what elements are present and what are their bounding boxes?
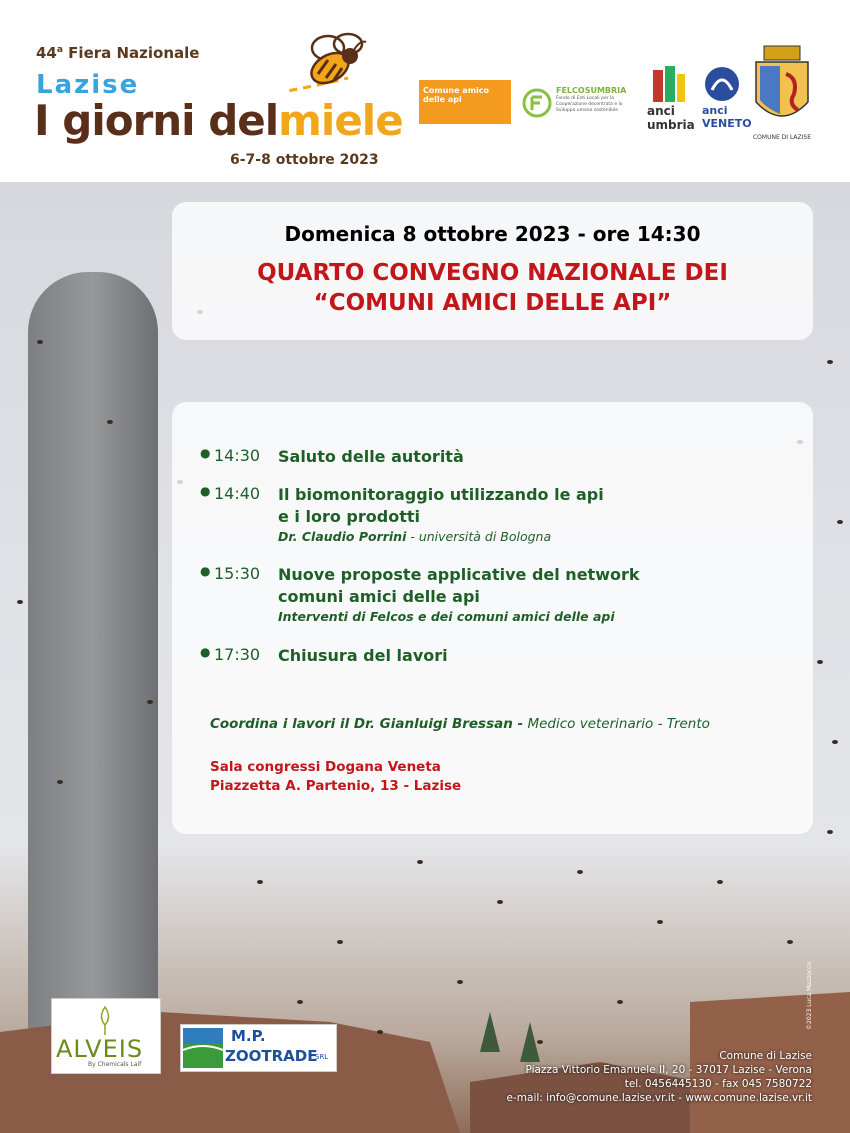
event-header-card bbox=[172, 202, 813, 340]
fiera-label: 44$^a$ Fiera Nazionale bbox=[36, 44, 200, 62]
footer-contact: Comune di Lazise Piazza Vittorio Emanuele II, 20 - 37017 Lazise - Verona tel. 0456445130 - fax 045 7580722 e-mail: info@comune.lazise.vr.it - www.comune.lazise.vr.it bbox=[506, 1050, 812, 1104]
venue-address: Sala congressi Dogana Veneta Piazzetta A. Partenio, 13 - Lazise bbox=[210, 759, 462, 794]
zootrade-logo: M.P. ZOOTRADE SRL bbox=[180, 1024, 337, 1072]
flower-icon bbox=[90, 1003, 120, 1037]
event-date: Domenica 8 ottobre 2023 - ore 14:30 bbox=[284, 222, 701, 246]
bullet-icon: ● bbox=[200, 645, 211, 659]
felcos-icon bbox=[522, 88, 552, 118]
event-title: QUARTO CONVEGNO NAZIONALE DEI “COMUNI AMICI DELLE API” bbox=[257, 260, 728, 316]
festival-title: I giorni delmiele bbox=[34, 96, 403, 145]
bee-icon bbox=[288, 28, 418, 108]
anci-veneto-logo: anci VENETO bbox=[700, 64, 744, 128]
lazise-label: Lazise bbox=[36, 70, 140, 100]
crest-icon bbox=[752, 44, 812, 132]
bullet-icon: ● bbox=[200, 564, 211, 578]
comune-amico-logo: Comune amico delle api bbox=[419, 80, 511, 124]
festival-dates: 6-7-8 ottobre 2023 bbox=[230, 152, 379, 168]
header bbox=[0, 0, 850, 182]
field-icon bbox=[183, 1028, 223, 1068]
anci-umbria-logo: anci umbria bbox=[645, 64, 689, 128]
bullet-icon: ● bbox=[200, 446, 211, 460]
coordination-note: Coordina i lavori il Dr. Gianluigi Bressan - Medico veterinario - Trento bbox=[210, 716, 710, 732]
alveis-logo: ALVEIS By Chemicals Laif bbox=[51, 998, 161, 1074]
bullet-icon: ● bbox=[200, 484, 211, 498]
tower-icon bbox=[645, 64, 689, 104]
lazise-coat-of-arms: COMUNE DI LAZISE bbox=[752, 44, 812, 152]
program-card: ● 14:30 Saluto delle autorità ● 14:40 Il biomonitoraggio utilizzando le api e i loro prodotti Dr. Claudio Porrini - università di Bologna ● 15:30 Nuove proposte applicative del network comuni amici delle api Interventi di Felcos e dei comuni amici delle api ● 17:30 Chiusura del lavori Coordina i lavori il Dr. Gianluigi Bressan - Medico veterinario - Trento Sala congressi Dogana Veneta Piazzetta A. Partenio, 13 - Lazise bbox=[172, 402, 813, 834]
lion-icon bbox=[700, 64, 744, 104]
felcos-logo: FELCOSUMBRIA Fondo di Enti Locali per la Cooperazione decentrata e lo Sviluppo umano sostenibile bbox=[522, 84, 637, 124]
photo-credit: ©2023 Luca Mazzocco bbox=[806, 961, 813, 1030]
